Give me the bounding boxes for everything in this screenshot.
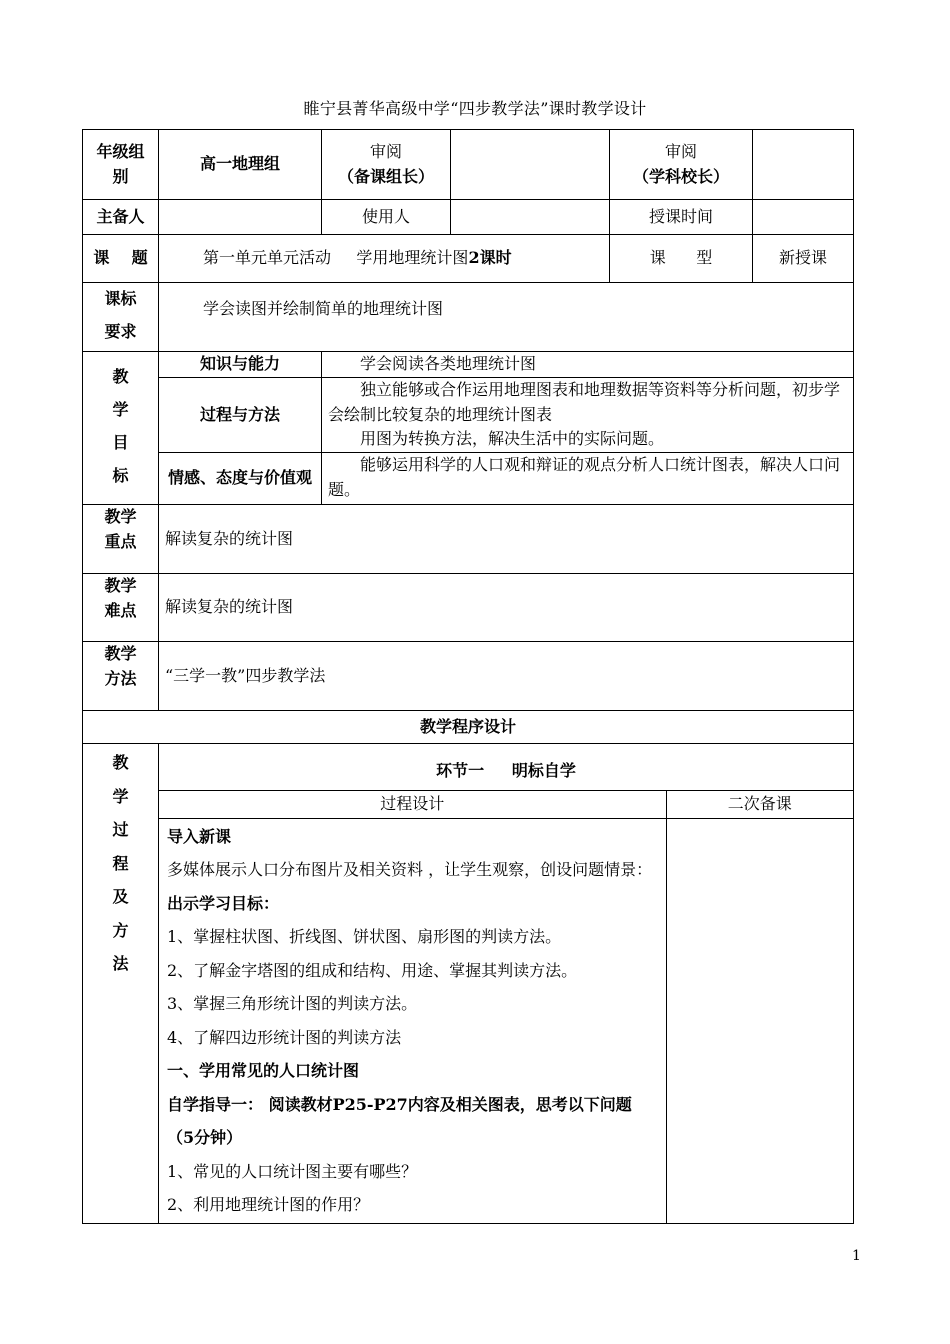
col-design-header: 过程设计 (159, 790, 666, 818)
program-title-row (83, 711, 854, 744)
method-row (83, 642, 854, 711)
standard-label (83, 283, 159, 352)
review2-value (753, 130, 854, 200)
process-line: 导入新课 (167, 826, 232, 846)
type-label: 课 型 (610, 235, 753, 283)
process-label-text: 教学过程及方法 (112, 753, 129, 974)
process-columns-row (159, 790, 853, 818)
topic-label: 课 题 (83, 235, 159, 283)
process-content-row (159, 818, 853, 1223)
objective-text-attitude (322, 453, 854, 505)
process-body (159, 744, 854, 1224)
topic-row (83, 235, 854, 283)
difficulty-row (83, 574, 854, 642)
key-point-label-text: 教学重点 (104, 507, 137, 551)
topic-hours: 2课时 (468, 248, 512, 268)
objective-line: 学会阅读各类地理统计图 (360, 354, 537, 373)
difficulty-label-text: 教学难点 (104, 576, 137, 620)
objectives-label (83, 352, 159, 505)
preparer-label: 主备人 (83, 200, 159, 235)
header-row-2 (83, 200, 854, 235)
process-line: 2、利用地理统计图的作用？ (167, 1195, 370, 1215)
process-row (83, 744, 854, 1224)
process-line: 自学指导一： 阅读教材P25-P27内容及相关图表，思考以下问题（5分钟） (167, 1094, 632, 1148)
difficulty-label (83, 574, 159, 642)
objective-row-1 (83, 352, 854, 378)
standard-row (83, 283, 854, 352)
objective-text-knowledge (322, 352, 854, 378)
objective-label-process: 过程与方法 (159, 377, 322, 452)
process-line: 2、了解金字塔图的组成和结构、用途、掌握其判读方法。 (167, 960, 578, 980)
class-time-value (753, 200, 854, 235)
objective-label-knowledge: 知识与能力 (159, 352, 322, 378)
difficulty-value: 解读复杂的统计图 (159, 574, 854, 642)
process-line: 多媒体展示人口分布图片及相关资料 ，让学生观察，创设问题情景： (167, 860, 653, 880)
lesson-plan-table (82, 129, 854, 1224)
header-row-1 (83, 130, 854, 200)
objective-line: 用图为转换方法，解决生活中的实际问题。 (360, 429, 665, 449)
process-design-content (159, 818, 666, 1223)
page-number: 1 (852, 1248, 861, 1264)
process-line: 3、掌握三角形统计图的判读方法。 (167, 994, 418, 1014)
method-label-text: 教学方法 (104, 644, 137, 688)
grade-group-value: 高一地理组 (159, 130, 322, 200)
process-second-content (666, 818, 853, 1223)
process-line: 一、学用常见的人口统计图 (167, 1061, 360, 1081)
review2-cell (610, 130, 753, 200)
review2-sub: （学科校长） (632, 166, 729, 186)
section-title: 环节一 明标自学 (159, 744, 853, 790)
review1-value (451, 130, 610, 200)
method-value: “三学一教”四步教学法 (159, 642, 854, 711)
document-title: 睢宁县菁华高级中学“四步教学法”课时教学设计 (303, 99, 647, 118)
preparer-value (159, 200, 322, 235)
program-title: 教学程序设计 (83, 711, 854, 744)
topic-text: 第一单元单元活动 学用地理统计图 (203, 248, 469, 268)
type-value: 新授课 (753, 235, 854, 283)
topic-value (159, 235, 610, 283)
process-line: 出示学习目标： (167, 893, 280, 913)
process-line: 1、掌握柱状图、折线图、饼状图、扇形图的判读方法。 (167, 927, 562, 947)
objective-row-2 (83, 377, 854, 452)
standard-label-text: 课标要求 (104, 289, 137, 341)
user-label: 使用人 (322, 200, 451, 235)
user-value (451, 200, 610, 235)
review2-label: 审阅 (664, 141, 697, 161)
objectives-label-text: 教学目标 (112, 367, 129, 485)
standard-value: 学会读图并绘制简单的地理统计图 (159, 283, 854, 352)
review1-sub: （备课组长） (337, 166, 434, 186)
objective-line: 独立能够或合作运用地理图表和地理数据等资料等分析问题，初步学会绘制比较复杂的地理统计图表 (328, 379, 841, 424)
col-second-header: 二次备课 (666, 790, 853, 818)
process-line: 4、了解四边形统计图的判读方法 (167, 1027, 402, 1047)
grade-group-label: 年级组别 (83, 130, 159, 200)
class-time-label: 授课时间 (610, 200, 753, 235)
objective-line: 能够运用科学的人口观和辩证的观点分析人口统计图表，解决人口问题。 (328, 455, 841, 499)
process-line: 1、常见的人口统计图主要有哪些？ (167, 1161, 418, 1181)
objective-text-process (322, 377, 854, 452)
review1-cell (322, 130, 451, 200)
review1-label: 审阅 (369, 141, 402, 161)
key-point-value: 解读复杂的统计图 (159, 505, 854, 574)
key-point-label (83, 505, 159, 574)
method-label (83, 642, 159, 711)
objective-label-attitude: 情感、态度与价值观 (159, 453, 322, 505)
process-label (83, 744, 159, 1224)
process-table (159, 744, 853, 1223)
objective-row-3 (83, 453, 854, 505)
process-section-row (159, 744, 853, 790)
key-point-row (83, 505, 854, 574)
